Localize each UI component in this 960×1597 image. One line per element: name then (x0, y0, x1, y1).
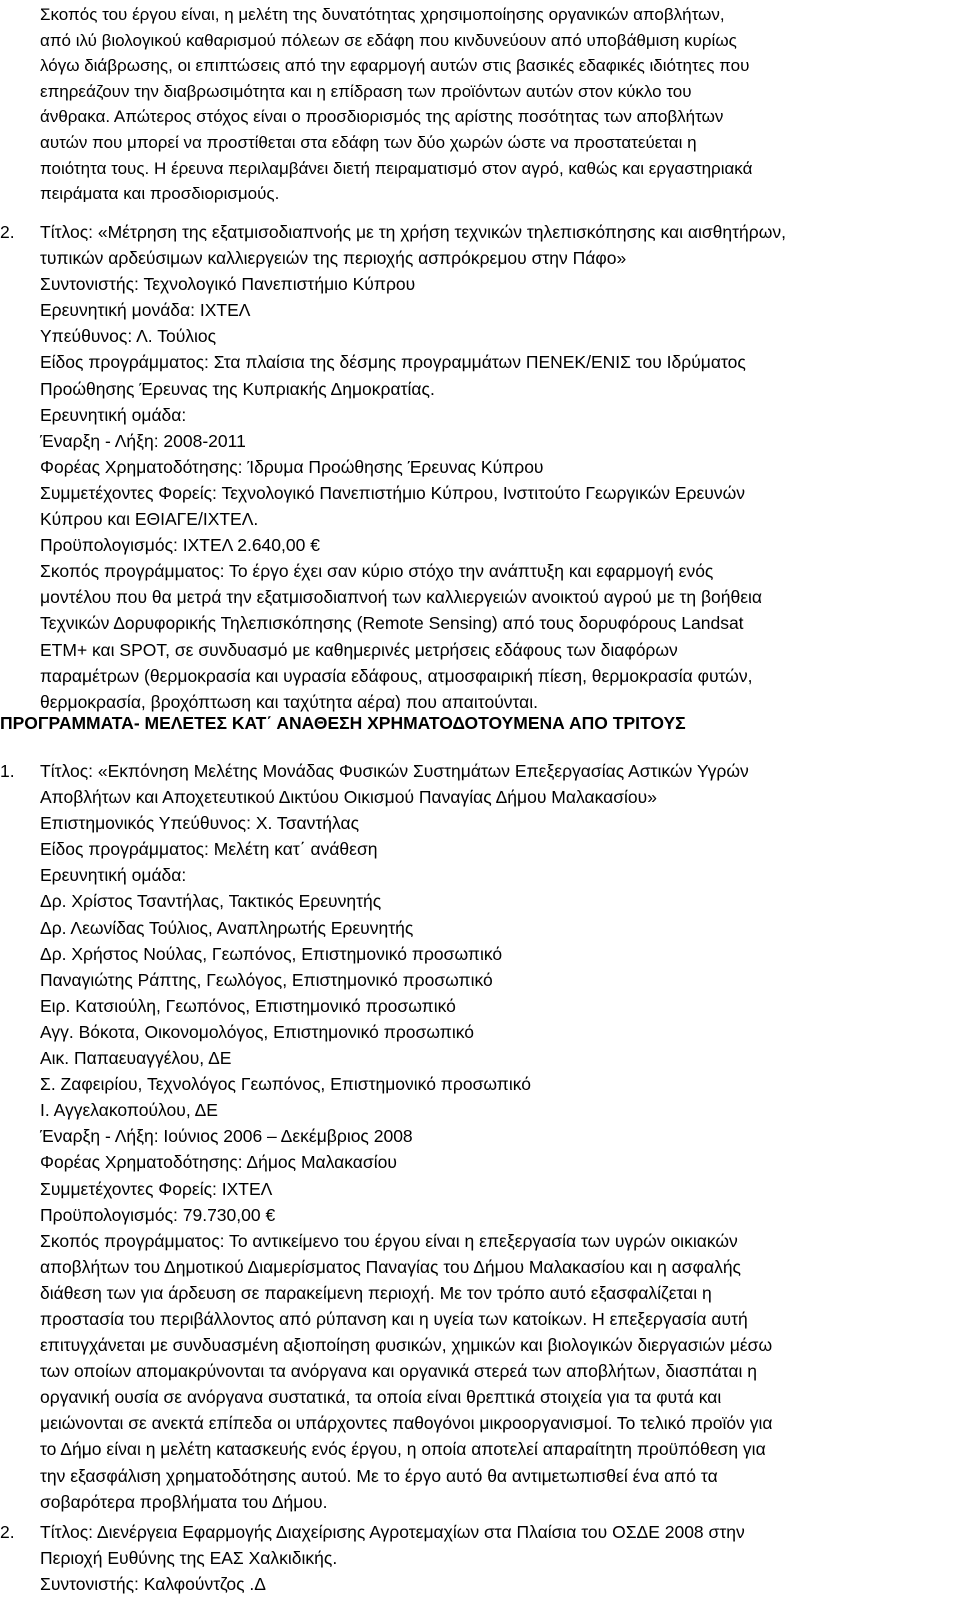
text-line: Φορέας Χρηματοδότησης: Δήμος Μαλακασίου (40, 1152, 397, 1173)
text-line: Σκοπός του έργου είναι, η μελέτη της δυνατότητας χρησιμοποίησης οργανικών αποβλήτων, (40, 5, 725, 24)
text-line: Υπεύθυνος: Λ. Τούλιος (40, 326, 217, 347)
text-line: σοβαρότερα προβλήματα του Δήμου. (40, 1491, 328, 1512)
text-line: Προϋπολογισμός: ΙΧΤΕΛ 2.640,00 € (40, 535, 320, 556)
text-line: Δρ. Χρίστος Τσαντήλας, Τακτικός Ερευνητής (40, 891, 382, 912)
text-line: Σκοπός προγράμματος: Το έργο έχει σαν κύριο στόχο την ανάπτυξη και εφαρμογή ενός (40, 561, 714, 582)
text-line: άνθρακα. Απώτερος στόχος είναι ο προσδιορισμός της αρίστης ποσότητας των αποβλήτων (40, 107, 724, 127)
intro-paragraph (40, 2, 945, 207)
text-line: Ερευνητική ομάδα: (40, 404, 187, 425)
text-line: μειώνονται σε ανεκτά επίπεδα οι υπάρχοντες παθογόνοι μικροοργανισμοί. Το τελικό προϊόν για (40, 1413, 773, 1434)
text-line: Ι. Αγγελακοπούλου, ΔΕ (40, 1100, 218, 1121)
item-body (40, 1519, 745, 1597)
item-body (40, 758, 772, 1515)
item-body (40, 219, 786, 715)
text-line: από ιλύ βιολογικού καθαρισμού πόλεων σε εδάφη που κινδυνεύουν από υποβάθμιση κυρίως (40, 30, 737, 50)
text-line: Είδος προγράμματος: Στα πλαίσια της δέσμης προγραμμάτων ΠΕΝΕΚ/ΕΝΙΣ του Ιδρύματος (40, 352, 746, 373)
text-line: Περιοχή Ευθύνης της ΕΑΣ Χαλκιδικής. (40, 1548, 338, 1569)
text-line: Συμμετέχοντες Φορείς: ΙΧΤΕΛ (40, 1178, 273, 1199)
text-line: Αποβλήτων και Αποχετευτικού Δικτύου Οικισμού Παναγίας Δήμου Μαλακασίου» (40, 787, 657, 808)
text-line: ETM+ και SPOT, σε συνδυασμό με καθημερινές μετρήσεις εδάφους των διαφόρων (40, 639, 678, 660)
text-line: τυπικών αρδεύσιμων καλλιεργειών της περιοχής ασπρόκρεμου στην Πάφο» (40, 248, 627, 269)
text-line: Φορέας Χρηματοδότησης: Ίδρυμα Προώθησης Έρευνας Κύπρου (40, 456, 544, 477)
text-line: λόγω διάβρωσης, οι επιπτώσεις από την εφαρμογή αυτών στις βασικές εδαφικές ιδιότητες που (40, 56, 750, 76)
text-line: Συντονιστής: Τεχνολογικό Πανεπιστήμιο Κύπρου (40, 274, 416, 295)
text-line: ποιότητα τους. Η έρευνα περιλαμβάνει διετή πειραματισμό στον αγρό, καθώς και εργαστηριακά (40, 158, 753, 178)
text-line: Συμμετέχοντες Φορείς: Τεχνολογικό Πανεπιστήμιο Κύπρου, Ινστιτούτο Γεωργικών Ερευνών (40, 482, 746, 503)
text-line: Αικ. Παπαευαγγέλου, ΔΕ (40, 1048, 232, 1069)
text-line: Τίτλος: Διενέργεια Εφαρμογής Διαχείρισης Αγροτεμαχίων στα Πλαίσια του ΟΣΔΕ 2008 στην (40, 1522, 745, 1542)
text-line: πειράματα και προσδιορισμούς. (40, 184, 280, 204)
text-line: των οποίων απομακρύνονται τα ανόργανα και οργανικά στερεά των αποβλήτων, διασπάται η (40, 1361, 757, 1382)
text-line: αποβλήτων του Δημοτικού Διαμερίσματος Παναγίας του Δήμου Μαλακασίου και η ασφαλής (40, 1256, 741, 1277)
text-line: Είδος προγράμματος: Μελέτη κατ΄ ανάθεση (40, 839, 378, 860)
text-line: την εξασφάλιση χρηματοδότησης αυτού. Με το έργο αυτό θα αντιμετωπισθεί ένα από τα (40, 1465, 718, 1486)
text-line: Προϋπολογισμός: 79.730,00 € (40, 1204, 276, 1225)
item-number: 1. (0, 761, 15, 781)
text-line: Επιστημονικός Υπεύθυνος: Χ. Τσαντήλας (40, 813, 360, 834)
text-line: Τίτλος: «Εκπόνηση Μελέτης Μονάδας Φυσικών Συστημάτων Επεξεργασίας Αστικών Υγρών (40, 761, 749, 781)
text-line: αυτών που μπορεί να προστίθεται στα εδάφη των δύο χωρών ώστε να προστατεύεται η (40, 132, 697, 152)
item-number: 2. (0, 1522, 15, 1542)
text-line: επηρεάζουν την διαβρωσιμότητα και η επίδραση των προϊόντων αυτών στον κύκλο του (40, 81, 692, 101)
text-line: Σ. Ζαφειρίου, Τεχνολόγος Γεωπόνος, Επιστημονικό προσωπικό (40, 1074, 532, 1095)
text-line: Τίτλος: «Μέτρηση της εξατμισοδιαπνοής με τη χρήση τεχνικών τηλεπισκόπησης και αισθητήρων, (40, 222, 786, 242)
text-line: Τεχνικών Δορυφορικής Τηλεπισκόπησης (Remote Sensing) από τους δορυφόρους Landsat (40, 613, 744, 634)
text-line: οργανική ουσία σε ανόργανα συστατικά, τα οποία είναι θρεπτικά στοιχεία για τα φυτά και (40, 1387, 722, 1408)
text-line: Συντονιστής: Καλφούντζος .Δ (40, 1574, 266, 1595)
text-line: επιτυγχάνεται με συνδυασμένη αξιοποίηση φυσικών, χημικών και βιολογικών διεργασιών μέσω (40, 1335, 773, 1356)
text-line: Κύπρου και ΕΘΙΑΓΕ/ΙΧΤΕΛ. (40, 509, 259, 530)
text-line: Ειρ. Κατσιούλη, Γεωπόνος, Επιστημονικό προσωπικό (40, 995, 456, 1016)
text-line: Ερευνητική μονάδα: ΙΧΤΕΛ (40, 300, 251, 321)
text-line: Αγγ. Βόκοτα, Οικονομολόγος, Επιστημονικό προσωπικό (40, 1021, 474, 1042)
text-line: θερμοκρασία, βροχόπτωση και ταχύτητα αέρα) που απαιτούνται. (40, 691, 539, 712)
text-line: Έναρξη - Λήξη: Ιούνιος 2006 – Δεκέμβριος 2008 (40, 1126, 413, 1147)
text-line: διάθεση των για άρδευση σε παρακείμενη περιοχή. Με τον τρόπο αυτό εξασφαλίζεται η (40, 1282, 712, 1303)
section-heading: ΠΡΟΓΡΑΜΜΑΤΑ- ΜΕΛΕΤΕΣ ΚΑΤ΄ ΑΝΑΘΕΣΗ ΧΡΗΜΑΤΟΔΟΤΟΥΜΕΝΑ ΑΠΟ ΤΡΙΤΟΥΣ (0, 713, 686, 733)
text-line: Προώθησης Έρευνας της Κυπριακής Δημοκρατίας. (40, 378, 435, 399)
text-line: Έναρξη - Λήξη: 2008-2011 (40, 430, 246, 451)
text-line: παραμέτρων (θερμοκρασία και υγρασία εδάφους, ατμοσφαιρική πίεση, θερμοκρασία φυτών, (40, 665, 753, 686)
text-line: Παναγιώτης Ράπτης, Γεωλόγος, Επιστημονικό προσωπικό (40, 969, 493, 990)
text-line: Δρ. Λεωνίδας Τούλιος, Αναπληρωτής Ερευνητής (40, 917, 414, 938)
text-line: το Δήμο είναι η μελέτη κατασκευής ενός έργου, η οποία αποτελεί απαραίτητη προϋπόθεση για (40, 1439, 766, 1460)
text-line: Σκοπός προγράμματος: Το αντικείμενο του έργου είναι η επεξεργασία των υγρών οικιακών (40, 1230, 738, 1251)
text-line: μοντέλου που θα μετρά την εξατμισοδιαπνοή των καλλιεργειών ανοικτού αγρού με τη βοήθεια (40, 587, 763, 608)
text-line: Ερευνητική ομάδα: (40, 865, 187, 886)
item-number: 2. (0, 222, 15, 242)
text-line: προστασία του περιβάλλοντος από ρύπανση και η υγεία των κατοίκων. Η επεξεργασία αυτή (40, 1308, 748, 1329)
text-line: Δρ. Χρήστος Νούλας, Γεωπόνος, Επιστημονικό προσωπικό (40, 943, 503, 964)
